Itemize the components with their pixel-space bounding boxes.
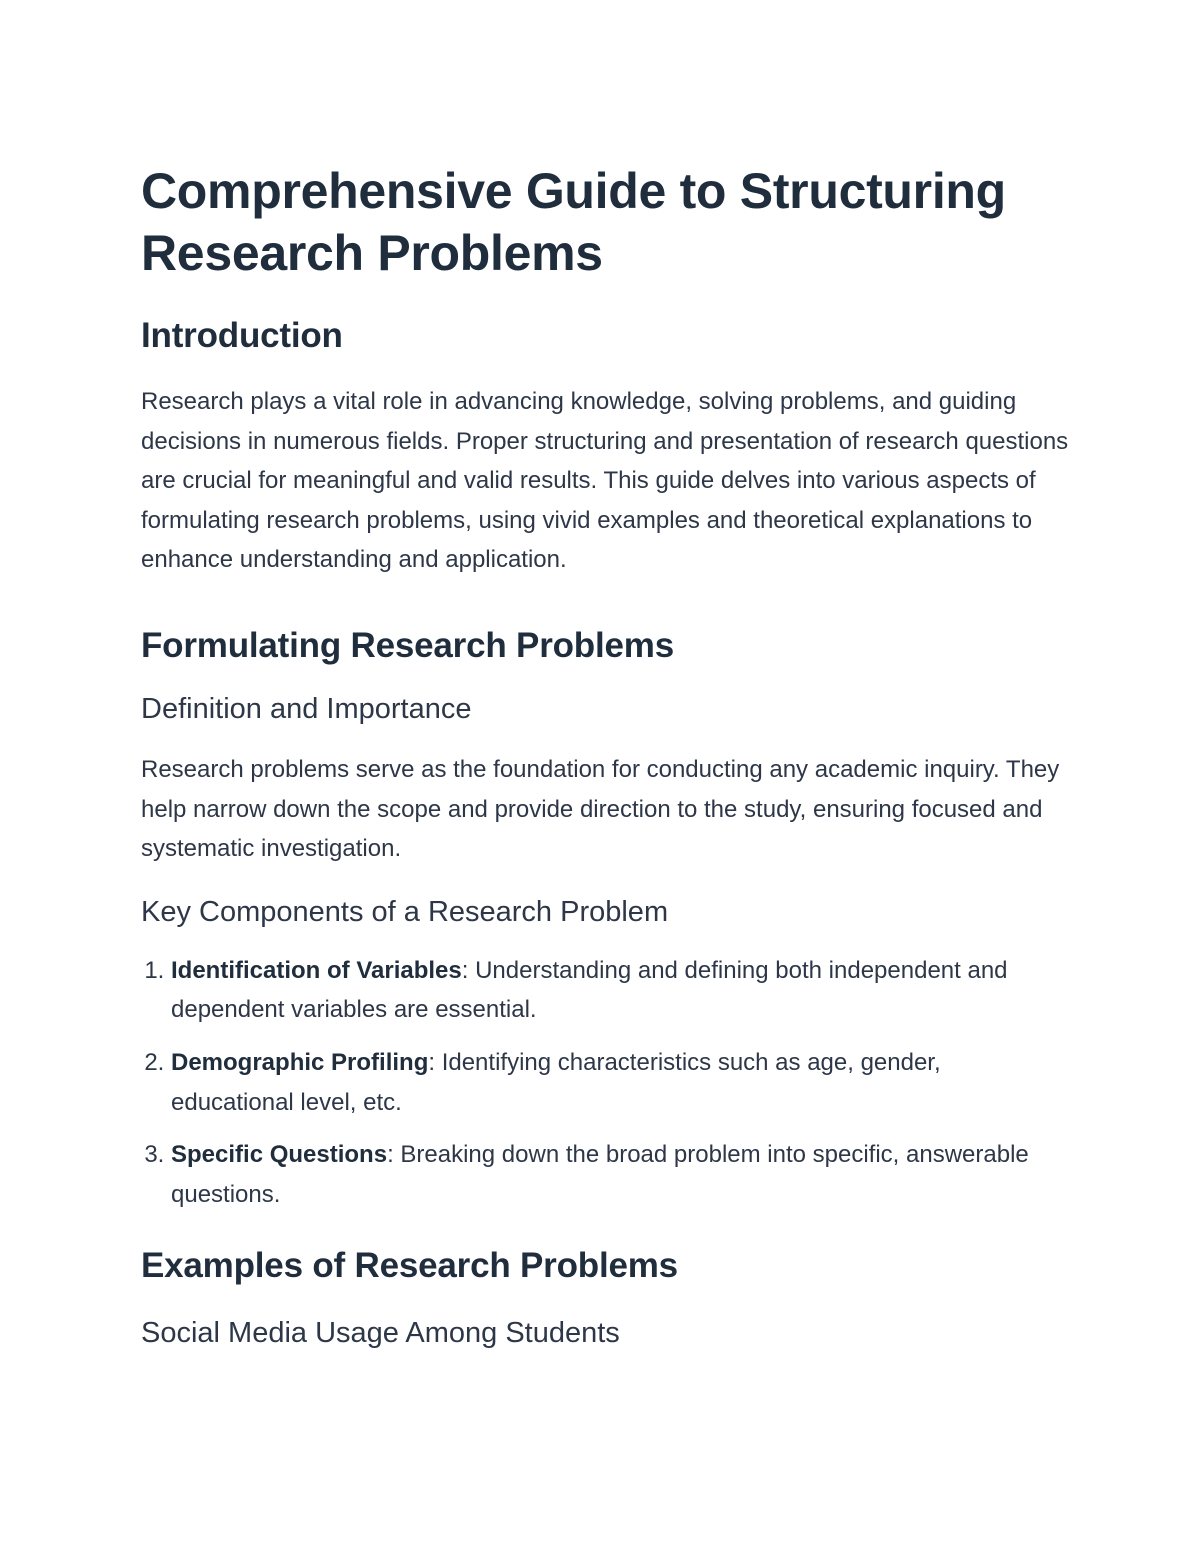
document-title: Comprehensive Guide to Structuring Research Problems: [141, 163, 1006, 281]
list-item-text: : Identifying characteristics such as age, gender, educational level, etc.: [171, 1048, 941, 1116]
examples-subheading: Social Media Usage Among Students: [141, 1317, 620, 1350]
list-item-term: Identification of Variables: [171, 956, 462, 984]
examples-heading: Examples of Research Problems: [141, 1246, 678, 1286]
list-item-text: : Understanding and defining both independent and dependent variables are essential.: [171, 956, 1008, 1024]
definition-subheading: Definition and Importance: [141, 692, 472, 725]
list-item-term: Demographic Profiling: [171, 1048, 429, 1076]
key-components-subheading: Key Components of a Research Problem: [141, 895, 669, 928]
definition-paragraph: Research problems serve as the foundation for conducting any academic inquiry. They help narrow down the scope and provide direction to the study, ensuring focused and systematic investigation.: [141, 755, 1060, 863]
list-item: [171, 951, 1070, 1030]
key-components-list: [141, 951, 1070, 1215]
list-item-text: : Breaking down the broad problem into specific, answerable questions.: [171, 1141, 1029, 1208]
list-item-term: Specific Questions: [171, 1141, 388, 1169]
introduction-paragraph: Research plays a vital role in advancing knowledge, solving problems, and guiding decisions in numerous fields. Proper structuring and presentation of research questions are crucial for meaningful and valid results. This guide delves into various aspects of formulating research problems, using vivid examples and theoretical explanations to enhance understanding and application.: [141, 388, 1069, 574]
introduction-heading: Introduction: [141, 316, 343, 355]
list-item: [171, 1043, 1070, 1122]
formulating-heading: Formulating Research Problems: [141, 625, 674, 665]
list-item: [171, 1135, 1070, 1214]
